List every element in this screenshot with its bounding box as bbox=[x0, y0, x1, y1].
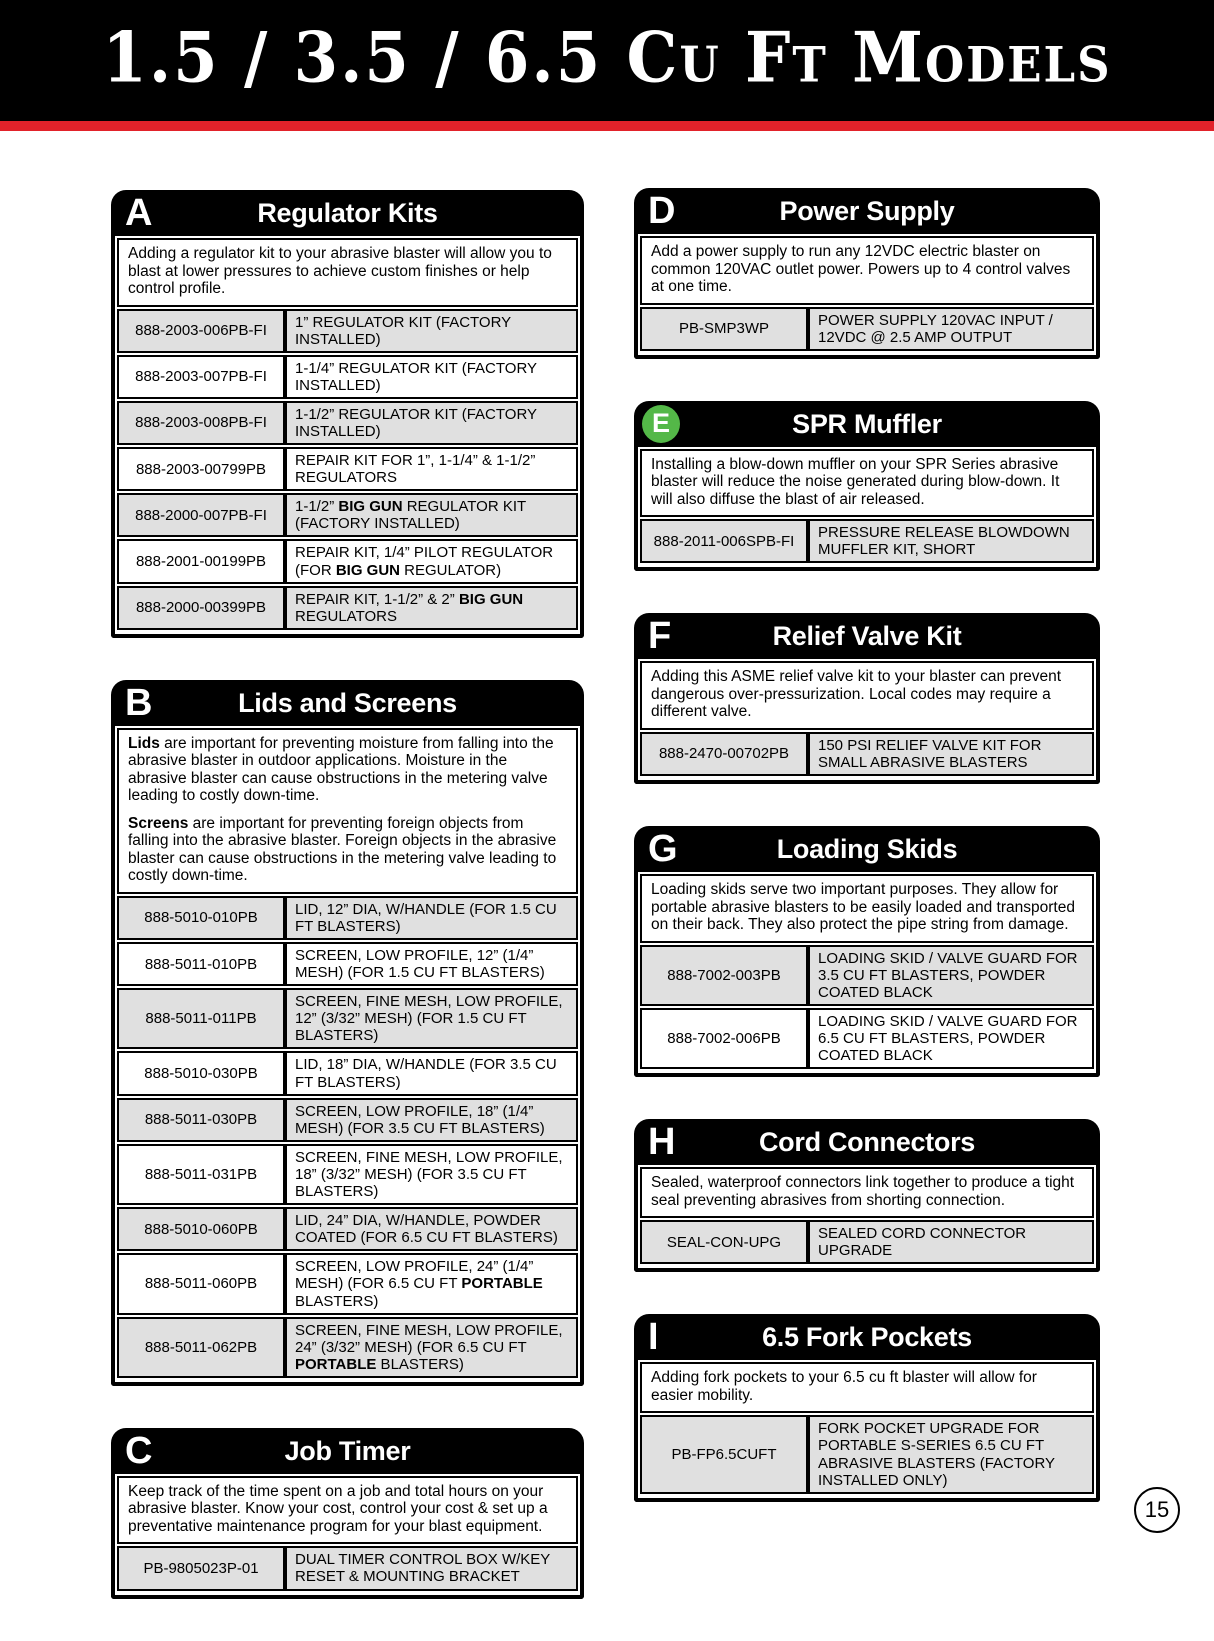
parts-table bbox=[117, 1544, 578, 1592]
part-row bbox=[640, 1415, 1094, 1493]
section-d bbox=[634, 188, 1100, 359]
section-header bbox=[634, 188, 1100, 234]
part-row bbox=[117, 539, 578, 583]
section-letter-badge: E bbox=[642, 405, 680, 443]
section-title: 6.5 Fork Pockets bbox=[762, 1322, 972, 1353]
section-description bbox=[640, 1362, 1094, 1413]
part-number: 888-5010-030PB bbox=[117, 1051, 285, 1095]
section-body bbox=[634, 447, 1100, 572]
section-body bbox=[634, 872, 1100, 1077]
section-h bbox=[634, 1119, 1100, 1272]
part-row bbox=[117, 1317, 578, 1378]
part-description: SCREEN, FINE MESH, LOW PROFILE, 24” (3/32” MESH) (FOR 6.5 CU FT PORTABLE BLASTERS) bbox=[285, 1317, 578, 1378]
section-title: SPR Muffler bbox=[792, 408, 942, 439]
part-description: LID, 18” DIA, W/HANDLE (FOR 3.5 CU FT BLASTERS) bbox=[285, 1051, 578, 1095]
part-description: 1” REGULATOR KIT (FACTORY INSTALLED) bbox=[285, 309, 578, 353]
section-description bbox=[640, 1167, 1094, 1218]
section-description bbox=[640, 236, 1094, 305]
part-number: 888-5011-062PB bbox=[117, 1317, 285, 1378]
section-header bbox=[634, 613, 1100, 659]
section-e bbox=[634, 401, 1100, 572]
description-paragraph: Adding a regulator kit to your abrasive blaster will allow you to blast at lower pressures to achieve custom finishes or help control profile. bbox=[128, 245, 552, 297]
right-column bbox=[634, 188, 1100, 1544]
page-number: 15 bbox=[1144, 1497, 1170, 1522]
part-row bbox=[640, 732, 1094, 776]
part-number: 888-2003-006PB-FI bbox=[117, 309, 285, 353]
part-row bbox=[640, 945, 1094, 1006]
section-header bbox=[634, 401, 1100, 447]
part-description: SCREEN, LOW PROFILE, 12” (1/4” MESH) (FOR 1.5 CU FT BLASTERS) bbox=[285, 942, 578, 986]
part-row bbox=[640, 307, 1094, 351]
section-header bbox=[111, 680, 584, 726]
section-title: Loading Skids bbox=[776, 834, 958, 865]
section-body bbox=[634, 1165, 1100, 1272]
part-number: 888-7002-006PB bbox=[640, 1008, 808, 1069]
part-number: 888-5010-060PB bbox=[117, 1207, 285, 1251]
description-paragraph: Lids are important for preventing moisture from falling into the abrasive blaster in outdoor applications. Moisture in the abrasive blaster can cause obstructions in the metering valve leading to costly down-time. bbox=[128, 734, 554, 805]
part-row bbox=[117, 401, 578, 445]
section-body bbox=[111, 1474, 584, 1599]
part-number: 888-5011-010PB bbox=[117, 942, 285, 986]
part-description: LOADING SKID / VALVE GUARD FOR 6.5 CU FT BLASTERS, POWDER COATED BLACK bbox=[808, 1008, 1094, 1069]
parts-table bbox=[117, 307, 578, 632]
section-description bbox=[640, 449, 1094, 518]
part-description: SCREEN, FINE MESH, LOW PROFILE, 12” (3/32” MESH) (FOR 1.5 CU FT BLASTERS) bbox=[285, 988, 578, 1049]
section-body bbox=[634, 659, 1100, 784]
description-paragraph: Screens are important for preventing foreign objects from falling into the abrasive blaster. Foreign objects in the abrasive blaster can cause obstructions in the metering valve leading to costly down-time. bbox=[128, 814, 557, 885]
section-c bbox=[111, 1428, 584, 1599]
section-body bbox=[634, 1360, 1100, 1501]
parts-table bbox=[640, 730, 1094, 778]
section-title: Job Timer bbox=[284, 1435, 411, 1466]
parts-table bbox=[640, 943, 1094, 1072]
section-body bbox=[634, 234, 1100, 359]
section-description bbox=[117, 1476, 578, 1545]
section-title: Lids and Screens bbox=[238, 687, 457, 718]
parts-table bbox=[640, 1413, 1094, 1495]
part-number: 888-7002-003PB bbox=[640, 945, 808, 1006]
part-number: 888-2000-00399PB bbox=[117, 586, 285, 630]
section-body bbox=[111, 236, 584, 638]
section-letter-badge: I bbox=[648, 1316, 659, 1359]
part-number: 888-2470-00702PB bbox=[640, 732, 808, 776]
part-row bbox=[640, 1008, 1094, 1069]
part-description: SCREEN, LOW PROFILE, 18” (1/4” MESH) (FOR 3.5 CU FT BLASTERS) bbox=[285, 1098, 578, 1142]
section-header bbox=[111, 1428, 584, 1474]
description-paragraph: Adding fork pockets to your 6.5 cu ft blaster will allow for easier mobility. bbox=[651, 1369, 1037, 1404]
parts-table bbox=[117, 894, 578, 1380]
part-row bbox=[117, 1144, 578, 1205]
part-number: SEAL-CON-UPG bbox=[640, 1220, 808, 1264]
part-row bbox=[640, 1220, 1094, 1264]
part-row bbox=[117, 1546, 578, 1590]
part-row bbox=[117, 355, 578, 399]
part-row bbox=[640, 519, 1094, 563]
section-letter-badge: C bbox=[125, 1429, 153, 1472]
page-number-badge bbox=[1134, 1487, 1180, 1533]
section-letter-badge: A bbox=[125, 192, 153, 234]
part-row bbox=[117, 309, 578, 353]
part-row bbox=[117, 493, 578, 537]
page-title: 1.5 / 3.5 / 6.5 Cu Ft Models bbox=[102, 17, 1112, 99]
part-number: 888-5011-031PB bbox=[117, 1144, 285, 1205]
part-row bbox=[117, 1253, 578, 1314]
section-letter-badge: D bbox=[648, 190, 676, 232]
part-row bbox=[117, 447, 578, 491]
accent-stripe bbox=[0, 121, 1214, 131]
section-a bbox=[111, 190, 584, 638]
section-letter-badge: B bbox=[125, 681, 153, 724]
section-body bbox=[111, 726, 584, 1386]
part-description: 1-1/2” BIG GUN REGULATOR KIT (FACTORY INSTALLED) bbox=[285, 493, 578, 537]
part-number: 888-5010-010PB bbox=[117, 896, 285, 940]
part-row bbox=[117, 988, 578, 1049]
part-number: 888-5011-011PB bbox=[117, 988, 285, 1049]
part-number: PB-SMP3WP bbox=[640, 307, 808, 351]
section-description bbox=[640, 874, 1094, 943]
part-number: PB-FP6.5CUFT bbox=[640, 1415, 808, 1493]
section-letter-badge: H bbox=[648, 1121, 676, 1164]
part-number: 888-2011-006SPB-FI bbox=[640, 519, 808, 563]
section-f bbox=[634, 613, 1100, 784]
section-description bbox=[117, 728, 578, 894]
part-row bbox=[117, 586, 578, 630]
part-description: 1-1/2” REGULATOR KIT (FACTORY INSTALLED) bbox=[285, 401, 578, 445]
section-header bbox=[111, 190, 584, 236]
parts-table bbox=[640, 305, 1094, 353]
part-number: 888-5011-060PB bbox=[117, 1253, 285, 1314]
part-number: PB-9805023P-01 bbox=[117, 1546, 285, 1590]
section-letter-badge: G bbox=[648, 828, 678, 871]
part-description: REPAIR KIT FOR 1”, 1-1/4” & 1-1/2” REGULATORS bbox=[285, 447, 578, 491]
section-letter-badge: F bbox=[648, 615, 672, 658]
part-number: 888-2003-00799PB bbox=[117, 447, 285, 491]
part-description: REPAIR KIT, 1/4” PILOT REGULATOR (FOR BIG GUN REGULATOR) bbox=[285, 539, 578, 583]
section-description bbox=[640, 661, 1094, 730]
part-number: 888-2003-008PB-FI bbox=[117, 401, 285, 445]
section-description bbox=[117, 238, 578, 307]
section-title: Regulator Kits bbox=[257, 198, 438, 228]
part-row bbox=[117, 942, 578, 986]
part-description: SCREEN, LOW PROFILE, 24” (1/4” MESH) (FOR 6.5 CU FT PORTABLE BLASTERS) bbox=[285, 1253, 578, 1314]
description-paragraph: Adding this ASME relief valve kit to your blaster can prevent dangerous over-pressurization. Local codes may require a different valve. bbox=[651, 668, 1062, 721]
part-description: POWER SUPPLY 120VAC INPUT / 12VDC @ 2.5 AMP OUTPUT bbox=[808, 307, 1094, 351]
part-description: LID, 24” DIA, W/HANDLE, POWDER COATED (FOR 6.5 CU FT BLASTERS) bbox=[285, 1207, 578, 1251]
section-header bbox=[634, 826, 1100, 872]
part-description: DUAL TIMER CONTROL BOX W/KEY RESET & MOUNTING BRACKET bbox=[285, 1546, 578, 1590]
part-description: SCREEN, FINE MESH, LOW PROFILE, 18” (3/32” MESH) (FOR 3.5 CU FT BLASTERS) bbox=[285, 1144, 578, 1205]
part-row bbox=[117, 1051, 578, 1095]
part-row bbox=[117, 1207, 578, 1251]
left-column bbox=[111, 190, 584, 1641]
section-title: Cord Connectors bbox=[758, 1127, 975, 1158]
description-paragraph: Loading skids serve two important purposes. They allow for portable abrasive blasters to be easily loaded and transported on their back. They also protect the pipe string from damage. bbox=[651, 881, 1075, 934]
part-row bbox=[117, 1098, 578, 1142]
description-paragraph: Keep track of the time spent on a job and total hours on your abrasive blaster. Know your cost, control your cost & set up a preventative maintenance program for your blast equipment. bbox=[128, 1482, 548, 1535]
part-description: LID, 12” DIA, W/HANDLE (FOR 1.5 CU FT BLASTERS) bbox=[285, 896, 578, 940]
parts-table bbox=[640, 1218, 1094, 1266]
part-number: 888-2001-00199PB bbox=[117, 539, 285, 583]
part-row bbox=[117, 896, 578, 940]
part-description: REPAIR KIT, 1-1/2” & 2” BIG GUN REGULATORS bbox=[285, 586, 578, 630]
part-number: 888-2000-007PB-FI bbox=[117, 493, 285, 537]
section-title: Relief Valve Kit bbox=[772, 621, 962, 652]
parts-table bbox=[640, 517, 1094, 565]
section-g bbox=[634, 826, 1100, 1077]
part-description: 1-1/4” REGULATOR KIT (FACTORY INSTALLED) bbox=[285, 355, 578, 399]
page-header-banner bbox=[0, 0, 1214, 121]
part-description: FORK POCKET UPGRADE FOR PORTABLE S-SERIES 6.5 CU FT ABRASIVE BLASTERS (FACTORY INSTALLED ONLY) bbox=[808, 1415, 1094, 1493]
part-description: SEALED CORD CONNECTOR UPGRADE bbox=[808, 1220, 1094, 1264]
part-number: 888-5011-030PB bbox=[117, 1098, 285, 1142]
part-number: 888-2003-007PB-FI bbox=[117, 355, 285, 399]
description-paragraph: Sealed, waterproof connectors link together to produce a tight seal preventing abrasives from shorting connection. bbox=[651, 1174, 1075, 1209]
part-description: PRESSURE RELEASE BLOWDOWN MUFFLER KIT, SHORT bbox=[808, 519, 1094, 563]
part-description: LOADING SKID / VALVE GUARD FOR 3.5 CU FT BLASTERS, POWDER COATED BLACK bbox=[808, 945, 1094, 1006]
part-description: 150 PSI RELIEF VALVE KIT FOR SMALL ABRASIVE BLASTERS bbox=[808, 732, 1094, 776]
section-header bbox=[634, 1314, 1100, 1360]
section-header bbox=[634, 1119, 1100, 1165]
section-i bbox=[634, 1314, 1100, 1501]
description-paragraph: Add a power supply to run any 12VDC electric blaster on common 120VAC outlet power. Powers up to 4 control valves at one time. bbox=[651, 243, 1071, 295]
section-title: Power Supply bbox=[779, 196, 955, 226]
section-b bbox=[111, 680, 584, 1386]
description-paragraph: Installing a blow-down muffler on your SPR Series abrasive blaster will reduce the noise generated during blow-down. It will also diffuse the blast of air released. bbox=[651, 455, 1060, 508]
